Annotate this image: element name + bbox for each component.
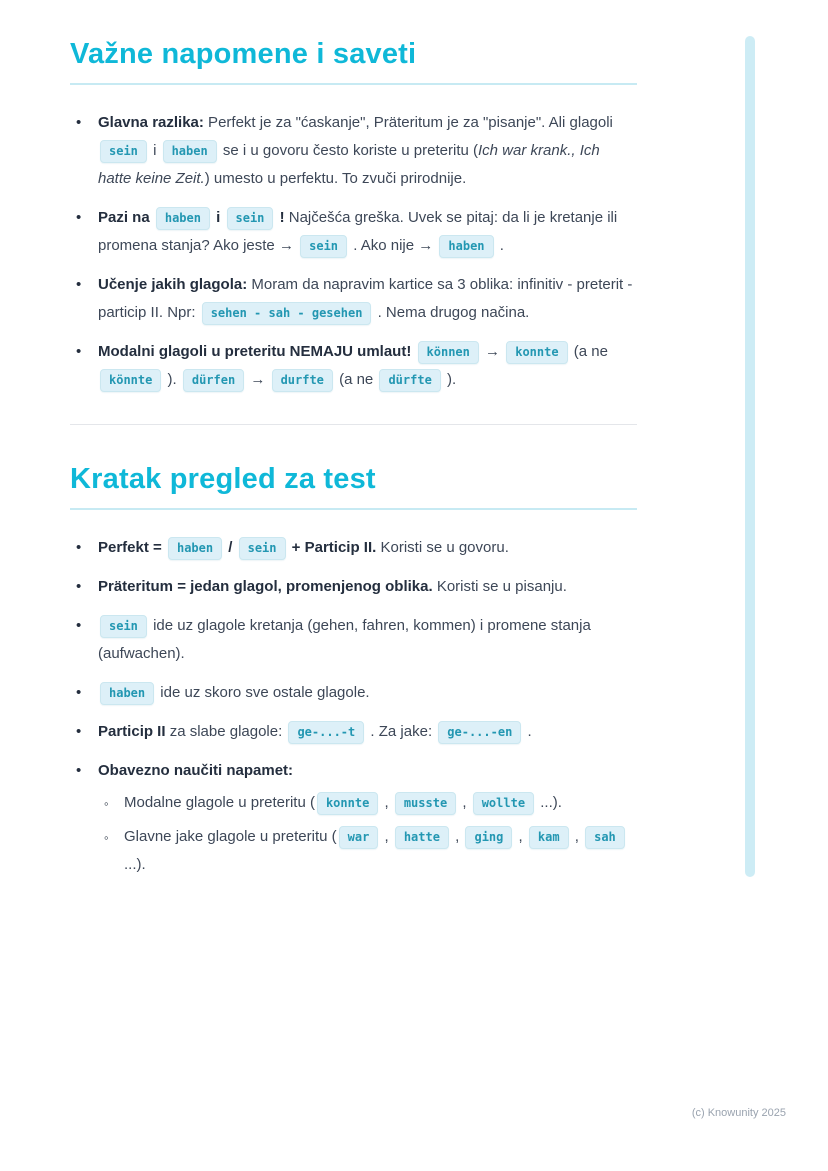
bold-text: Präteritum = jedan glagol, promenjenog oblika.	[98, 578, 433, 595]
text: Modalne glagole u preteritu (	[124, 794, 315, 811]
section-title: Kratak pregled za test	[70, 463, 637, 510]
text: . Ako nije →	[349, 237, 438, 254]
code-chip: konnte	[506, 341, 567, 364]
text: ,	[570, 828, 584, 845]
bullet-marker: •	[76, 617, 82, 634]
bold-text: Modalni glagoli u preteritu NEMAJU umlaut!	[98, 343, 416, 360]
bullet-text	[98, 723, 532, 740]
list-item	[76, 534, 637, 562]
text: →	[246, 371, 270, 388]
bold-text: Particip II	[98, 723, 166, 740]
bullet-marker: •	[76, 539, 82, 556]
list-item	[76, 338, 637, 394]
list-item	[76, 573, 637, 601]
text: Moram da napravim kartice sa 3 oblika: infinitiv - preterit - particip II. Npr:	[98, 276, 633, 321]
text: ,	[514, 828, 527, 845]
text: (a ne	[334, 371, 378, 388]
text: ).	[442, 371, 457, 388]
code-chip: kam	[529, 826, 569, 849]
code-chip: war	[339, 826, 379, 849]
code-chip: haben	[156, 207, 210, 230]
text: Koristi se u pisanju.	[432, 578, 567, 595]
bullet-text	[98, 276, 632, 321]
text: ,	[450, 828, 464, 845]
bullet-list	[70, 534, 637, 879]
bold-text: Obavezno naučiti napamet:	[98, 762, 294, 779]
code-chip: haben	[168, 537, 222, 560]
code-chip: haben	[100, 682, 154, 705]
text: →	[480, 343, 505, 360]
text: .	[495, 237, 504, 254]
bold-text: i	[211, 209, 225, 226]
bullet-marker: •	[76, 209, 82, 226]
text: Najčešća greška. Uvek se pitaj: da li je kretanje ili promena stanja? Ako jeste →	[98, 209, 618, 254]
list-item	[76, 271, 637, 327]
bullet-marker: •	[76, 114, 82, 131]
sub-list-item	[104, 789, 637, 817]
list-item	[76, 109, 637, 193]
text: . Za jake:	[366, 723, 437, 740]
scroll-indicator	[745, 36, 755, 877]
bullet-marker: •	[76, 684, 82, 701]
bullet-marker: •	[76, 723, 82, 740]
code-chip: könnte	[100, 369, 161, 392]
code-chip: sehen - sah - gesehen	[202, 302, 372, 325]
sub-list-item	[104, 823, 637, 879]
text: Glavne jake glagole u preteritu (	[124, 828, 337, 845]
text: ide uz glagole kretanja (gehen, fahren, kommen) i promene stanja (aufwachen).	[98, 617, 591, 662]
sub-bullet-marker: ◦	[104, 796, 109, 811]
text: Koristi se u govoru.	[376, 539, 509, 556]
text: Perfekt je za "ćaskanje", Präteritum je za "pisanje". Ali glagoli	[203, 114, 613, 131]
text: ,	[458, 794, 471, 811]
text: ).	[163, 371, 181, 388]
code-chip: sein	[300, 235, 347, 258]
code-chip: sein	[100, 615, 147, 638]
section-test-overview	[70, 463, 637, 879]
text: ,	[380, 794, 393, 811]
bullet-text	[98, 539, 509, 556]
code-chip: sein	[227, 207, 274, 230]
bold-text: !	[275, 209, 285, 226]
bold-text: Učenje jakih glagola:	[98, 276, 248, 293]
list-item	[76, 204, 637, 260]
code-chip: ge-...-en	[438, 721, 521, 744]
text: .	[523, 723, 532, 740]
code-chip: dürfte	[379, 369, 440, 392]
bold-text: Perfekt =	[98, 539, 166, 556]
italic-text: Ich war krank., Ich hatte keine Zeit.	[98, 142, 600, 187]
bullet-marker: •	[76, 578, 82, 595]
code-chip: wollte	[473, 792, 534, 815]
text: i	[148, 142, 161, 159]
bullet-marker: •	[76, 276, 82, 293]
text: se i u govoru često koriste u preteritu (	[218, 142, 478, 159]
text: ide uz skoro sve ostale glagole.	[156, 684, 370, 701]
section-divider	[70, 424, 637, 425]
bullet-text	[98, 578, 567, 595]
section-notes	[70, 38, 637, 394]
code-chip: können	[418, 341, 479, 364]
bullet-marker: •	[76, 343, 82, 360]
bold-text: Glavna razlika:	[98, 114, 204, 131]
document-page	[70, 38, 637, 890]
sub-list	[104, 789, 637, 879]
footer-credit: (c) Knowunity 2025	[691, 1107, 786, 1119]
bullet-marker: •	[76, 762, 82, 779]
text: (a ne	[569, 343, 608, 360]
sub-bullet-marker: ◦	[104, 830, 109, 845]
text: . Nema drugog načina.	[373, 304, 530, 321]
text: ...).	[536, 794, 562, 811]
list-item	[76, 757, 637, 879]
code-chip: sein	[239, 537, 286, 560]
code-chip: durfte	[272, 369, 333, 392]
code-chip: sah	[585, 826, 625, 849]
bold-text: + Particip II.	[287, 539, 377, 556]
code-chip: dürfen	[183, 369, 244, 392]
code-chip: konnte	[317, 792, 378, 815]
code-chip: ge-...-t	[288, 721, 364, 744]
code-chip: ging	[465, 826, 512, 849]
bullet-text	[124, 794, 562, 811]
code-chip: sein	[100, 140, 147, 163]
bullet-text	[98, 343, 608, 388]
bold-text: Pazi na	[98, 209, 154, 226]
code-chip: hatte	[395, 826, 449, 849]
text: za slabe glagole:	[165, 723, 287, 740]
bullet-text	[98, 617, 591, 662]
bullet-text	[98, 684, 370, 701]
code-chip: haben	[163, 140, 217, 163]
bullet-text	[98, 762, 293, 779]
bullet-text	[124, 828, 627, 873]
code-chip: musste	[395, 792, 456, 815]
text: ...).	[124, 856, 146, 873]
code-chip: haben	[439, 235, 493, 258]
text: ,	[380, 828, 393, 845]
list-item	[76, 679, 637, 707]
bold-text: /	[224, 539, 237, 556]
bullet-text	[98, 209, 617, 254]
bullet-list	[70, 109, 637, 394]
list-item	[76, 612, 637, 668]
list-item	[76, 718, 637, 746]
bullet-text	[98, 114, 613, 187]
section-title: Važne napomene i saveti	[70, 38, 637, 85]
text: ) umesto u perfektu. To zvuči prirodnije.	[204, 170, 467, 187]
